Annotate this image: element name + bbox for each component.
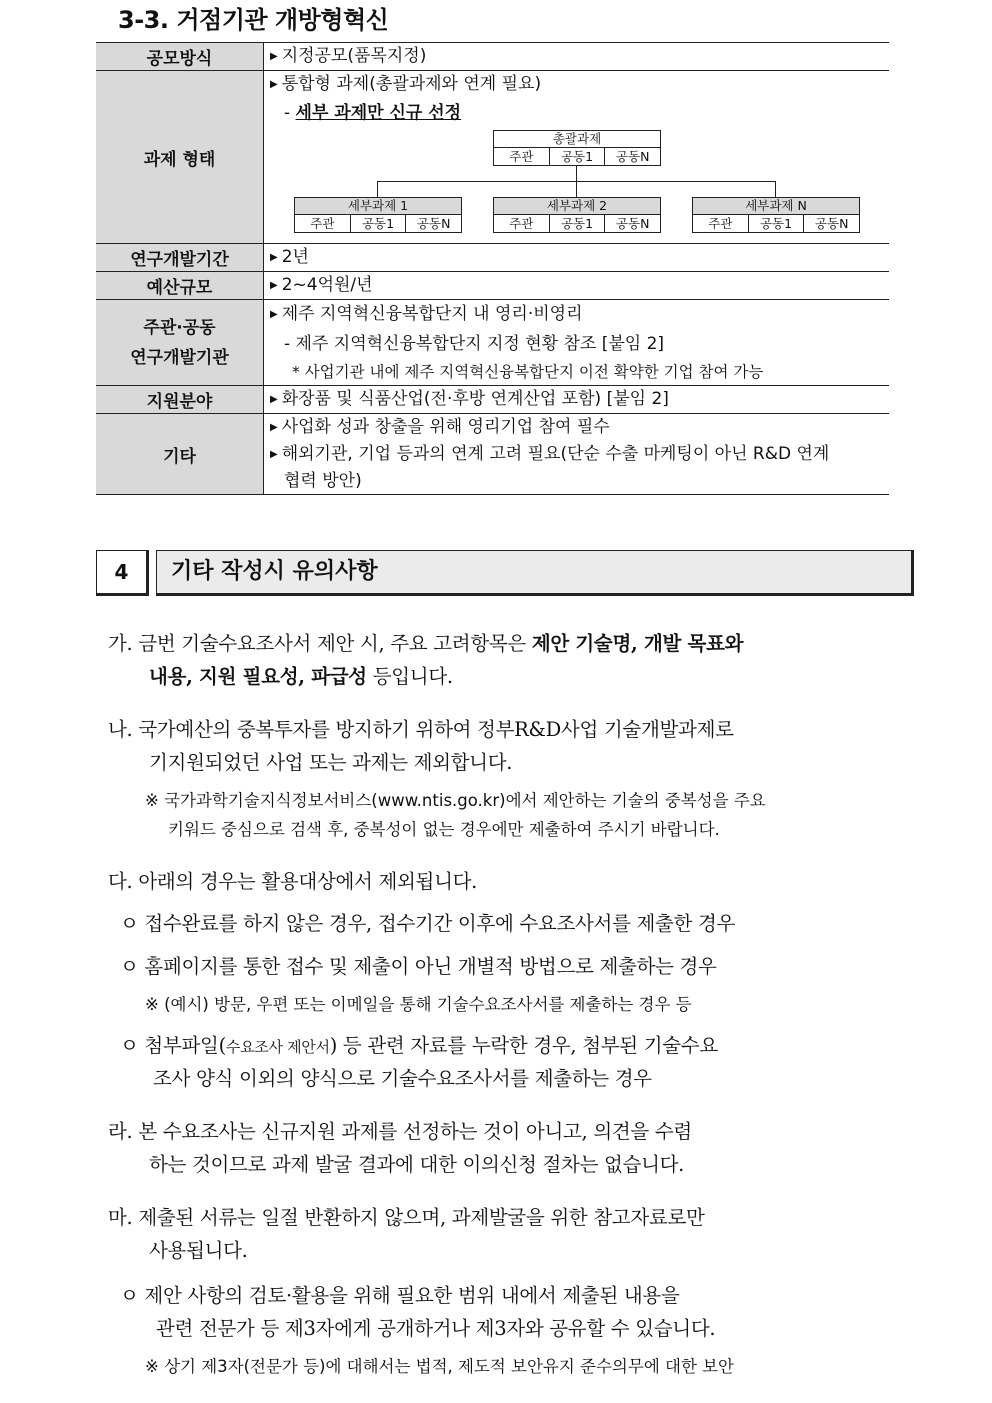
bullet-icon: ▶: [270, 394, 278, 405]
value-period: 2년: [281, 247, 309, 267]
label-type: 과제 형태: [96, 71, 264, 244]
org-line2: - 제주 지역혁신융복합단지 지정 현황 참조 [붙임 2]: [284, 334, 665, 354]
value-method: 지정공모(품목지정): [281, 46, 427, 66]
item-ma-line1: 마. 제출된 서류는 일절 반환하지 않으며, 과제발굴을 위한 참고자료로만: [108, 1206, 705, 1229]
org-line1: 제주 지역혁신융복합단지 내 영리·비영리: [281, 304, 583, 324]
label-method: 공모방식: [96, 43, 264, 71]
org-chart: [270, 128, 889, 240]
item-ra-line1: 라. 본 수요조사는 신규지원 과제를 선정하는 것이 아니고, 의견을 수렴: [108, 1120, 692, 1143]
chart-connector: [377, 181, 378, 197]
item-da-note: ※ (예시) 방문, 우편 또는 이메일을 통해 기술수요조사서를 제출하는 경우 등: [145, 995, 692, 1014]
item-da-o3-line2: 조사 양식 이외의 양식으로 기술수요조사서를 제출하는 경우: [153, 1067, 652, 1090]
item-ga-line2: 내용, 지원 필요성, 파급성 등입니다.: [149, 665, 453, 688]
bullet-icon: ▶: [270, 51, 278, 62]
label-field: 지원분야: [96, 386, 264, 414]
section-number: 4: [96, 550, 149, 596]
chart-connector: [576, 166, 577, 181]
item-na-line2: 기지원되었던 사업 또는 과제는 제외합니다.: [149, 751, 513, 774]
table-row-type: 과제 형태 ▶ 통합형 과제(총괄과제와 연계 필요) - 세부 과제만 신규 선정 총괄과제 주관 공동1 공동N 세부과제 1 주관 공동1 공동N 세부과제 2 주관 공동1 공동N 세부과제 N 주관 공동1 공동N: [96, 71, 889, 244]
item-da-o2: ㅇ 홈페이지를 통한 접수 및 제출이 아닌 개별적 방법으로 제출하는 경우: [120, 955, 717, 978]
label-budget: 예산규모: [96, 272, 264, 300]
section-title: 기타 작성시 유의사항: [156, 550, 914, 596]
table-row-method: [96, 43, 889, 71]
chart-connector: [576, 181, 577, 197]
bullet-icon: ▶: [270, 252, 278, 263]
item-ma-o2: 관련 전문가 등 제3자에게 공개하거나 제3자와 공유할 수 있습니다.: [156, 1317, 716, 1340]
table-row-field: [96, 386, 889, 414]
label-org: 주관·공동 연구개발기관: [96, 300, 264, 386]
item-da: 다. 아래의 경우는 활용대상에서 제외됩니다.: [108, 870, 478, 893]
etc-line2: 해외기관, 기업 등과의 연계 고려 필요(단순 수출 마케팅이 아닌 R&D 연계: [281, 444, 830, 464]
table-row-budget: [96, 272, 889, 300]
etc-line3: 협력 방안): [284, 471, 362, 491]
label-period: 연구개발기간: [96, 244, 264, 272]
org-line3: * 사업기관 내에 제주 지역혁신융복합단지 이전 확약한 기업 참여 가능: [292, 363, 764, 381]
item-ga-line1: 가. 금번 기술수요조사서 제안 시, 주요 고려항목은 제안 기술명, 개발 목표와: [108, 632, 744, 655]
type-line2: 세부 과제만 신규 선정: [295, 103, 462, 123]
chart-sub-box-1: 세부과제 1 주관 공동1 공동N: [294, 197, 462, 233]
item-da-o3-line1: ㅇ 첨부파일(수요조사 제안서) 등 관련 자료를 누락한 경우, 첨부된 기술수요: [120, 1034, 718, 1057]
type-line1: 통합형 과제(총괄과제와 연계 필요): [281, 74, 542, 94]
page-heading: 3-3. 거점기관 개방형혁신: [118, 6, 389, 34]
item-ma-o1: ㅇ 제안 사항의 검토·활용을 위해 필요한 범위 내에서 제출된 내용을: [120, 1284, 680, 1307]
chart-top-box: 총괄과제 주관 공동1 공동N: [493, 130, 661, 166]
bullet-icon: ▶: [270, 422, 278, 433]
value-budget: 2~4억원/년: [281, 275, 373, 295]
item-ma-note: ※ 상기 제3자(전문가 등)에 대해서는 법적, 제도적 보안유지 준수의무에 대한 보안: [145, 1357, 734, 1376]
value-field: 화장품 및 식품산업(전·후방 연계산업 포함) [붙임 2]: [281, 389, 669, 409]
bullet-icon: ▶: [270, 309, 278, 320]
item-ma-line2: 사용됩니다.: [149, 1239, 248, 1262]
project-info-table: [96, 42, 889, 495]
item-na-note2: 키워드 중심으로 검색 후, 중복성이 없는 경우에만 제출하여 주시기 바랍니다.: [168, 820, 720, 839]
etc-line1: 사업화 성과 창출을 위해 영리기업 참여 필수: [281, 417, 610, 437]
item-da-o1: ㅇ 접수완료를 하지 않은 경우, 접수기간 이후에 수요조사서를 제출한 경우: [120, 912, 736, 935]
bullet-icon: ▶: [270, 79, 278, 90]
label-etc: 기타: [96, 414, 264, 495]
table-row-period: [96, 244, 889, 272]
table-row-org: [96, 300, 889, 386]
item-na-note1: ※ 국가과학기술지식정보서비스(www.ntis.go.kr)에서 제안하는 기술의 중복성을 주요: [145, 791, 766, 810]
bullet-icon: ▶: [270, 449, 278, 460]
bullet-icon: ▶: [270, 280, 278, 291]
chart-sub-box-2: 세부과제 2 주관 공동1 공동N: [493, 197, 661, 233]
chart-sub-box-n: 세부과제 N 주관 공동1 공동N: [692, 197, 860, 233]
item-ra-line2: 하는 것이므로 과제 발굴 결과에 대한 이의신청 절차는 없습니다.: [149, 1153, 685, 1176]
chart-connector: [775, 181, 776, 197]
item-na-line1: 나. 국가예산의 중복투자를 방지하기 위하여 정부R&D사업 기술개발과제로: [108, 718, 734, 741]
table-row-etc: [96, 414, 889, 495]
